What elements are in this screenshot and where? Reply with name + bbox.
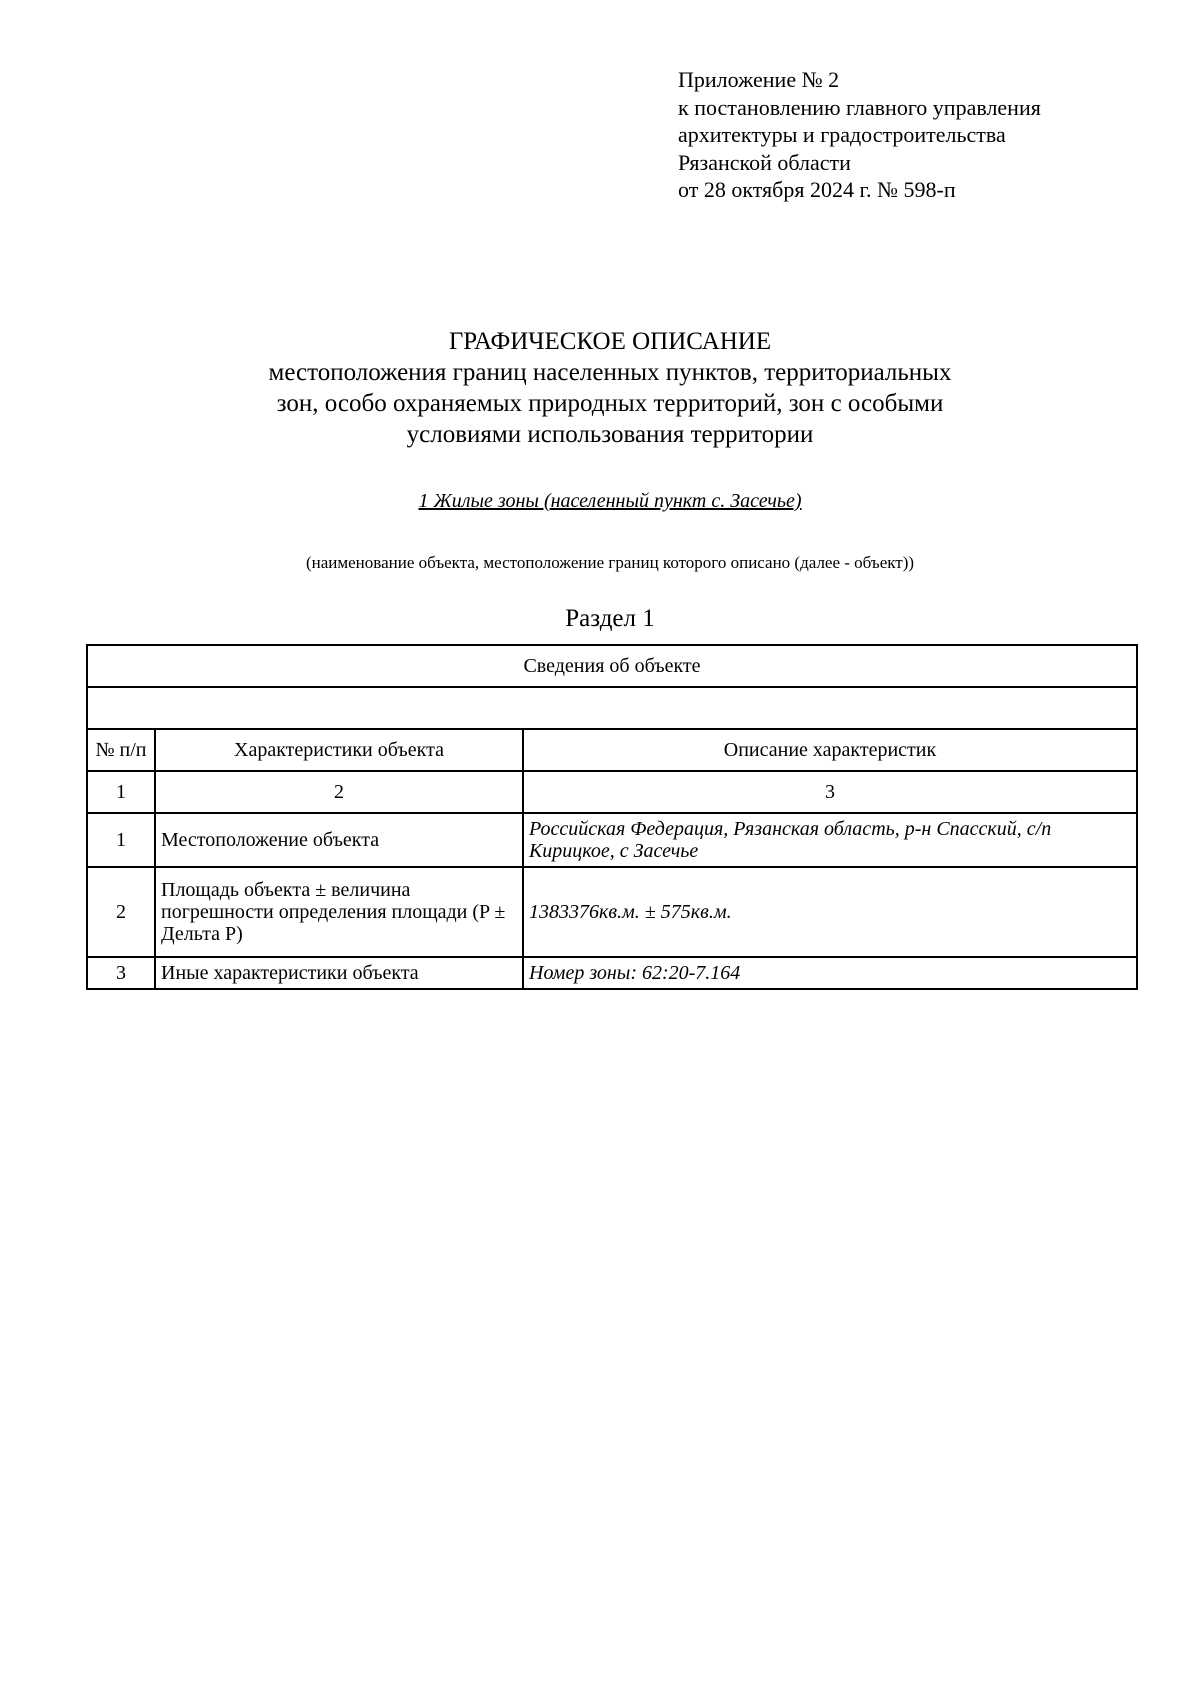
row-number: 3 (87, 957, 155, 989)
appendix-line: Приложение № 2 (678, 67, 840, 92)
table-row (87, 867, 1137, 957)
table-subtitle (87, 687, 1137, 729)
table-subtitle-row (87, 687, 1137, 729)
appendix-block (678, 66, 1041, 204)
column-header: Характеристики объекта (155, 729, 523, 771)
row-characteristic: Иные характеристики объекта (155, 957, 523, 989)
column-number: 1 (87, 771, 155, 813)
row-number: 2 (87, 867, 155, 957)
table-row (87, 957, 1137, 989)
column-number: 2 (155, 771, 523, 813)
row-number: 1 (87, 813, 155, 867)
appendix-line: архитектуры и градостроительства (678, 122, 1006, 147)
row-characteristic: Местоположение объекта (155, 813, 523, 867)
row-description: Российская Федерация, Рязанская область, р-н Спасский, с/п Кирицкое, с Засечье (523, 813, 1137, 867)
table-header-row (87, 729, 1137, 771)
row-characteristic: Площадь объекта ± величина погрешности определения площади (P ± Дельта P) (155, 867, 523, 957)
document-subtitle-line: условиями использования территории (406, 421, 814, 448)
column-header: Описание характеристик (523, 729, 1137, 771)
row-description: Номер зоны: 62:20-7.164 (523, 957, 1137, 989)
table-title: Сведения об объекте (87, 645, 1137, 687)
document-subtitle-line: зон, особо охраняемых природных территорий, зон с особыми (276, 390, 944, 417)
object-caption: (наименование объекта, местоположение границ которого описано (далее - объект)) (305, 553, 915, 572)
section-title: Раздел 1 (565, 605, 655, 632)
appendix-line: к постановлению главного управления (678, 94, 1041, 120)
appendix-line: от 28 октября 2024 г. № 598-п (678, 177, 956, 202)
document-subtitle-line: местоположения границ населенных пунктов, территориальных (268, 359, 952, 386)
document-heading (80, 326, 1140, 450)
document-title: ГРАФИЧЕСКОЕ ОПИСАНИЕ (448, 328, 772, 355)
column-number: 3 (523, 771, 1137, 813)
table-title-row (87, 645, 1137, 687)
column-header: № п/п (87, 729, 155, 771)
row-description: 1383376кв.м. ± 575кв.м. (523, 867, 1137, 957)
appendix-line: Рязанской области (678, 149, 851, 175)
object-info-table (86, 644, 1138, 990)
table-row (87, 813, 1137, 867)
object-name: 1 Жилые зоны (населенный пункт с. Засечье) (418, 490, 802, 512)
column-number-row (87, 771, 1137, 813)
